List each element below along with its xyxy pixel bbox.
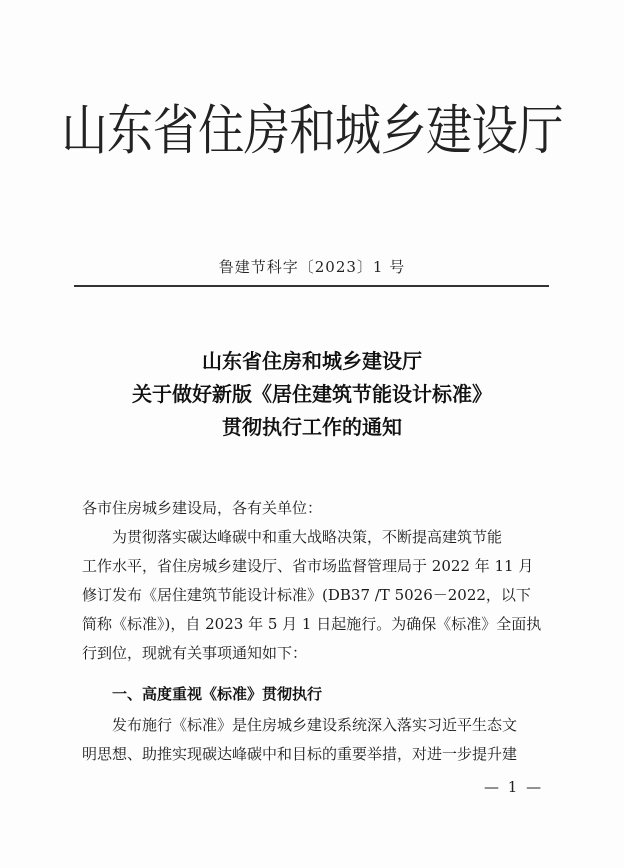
section-heading-1: 一、高度重视《标准》贯彻执行 bbox=[112, 685, 323, 703]
masthead-title: 山东省住房和城乡建设厅 bbox=[61, 99, 563, 162]
header-divider bbox=[74, 285, 549, 287]
salutation: 各市住房城乡建设局，各有关单位： bbox=[82, 499, 323, 517]
title-line-2: 关于做好新版《居住建筑节能设计标准》 bbox=[132, 382, 492, 406]
document-number: 鲁建节科字〔2023〕1 号 bbox=[218, 258, 406, 276]
paragraph-1-line-2: 工作水平，省住房城乡建设厅、省市场监督管理局于 2022 年 11 月 bbox=[82, 557, 534, 575]
paragraph-2 bbox=[82, 711, 552, 769]
paragraph-2-line-2: 明思想、助推实现碳达峰碳中和目标的重要举措，对进一步提升建 bbox=[82, 745, 518, 763]
paragraph-1-line-3: 修订发布《居住建筑节能设计标准》(DB37 /T 5026－2022，以下 bbox=[82, 586, 531, 604]
notice-title bbox=[0, 345, 624, 444]
paragraph-1-line-5: 行到位，现就有关事项通知如下： bbox=[82, 644, 308, 662]
paragraph-1-line-1: 为贯彻落实碳达峰碳中和重大战略决策，不断提高建筑节能 bbox=[112, 528, 503, 546]
title-line-1: 山东省住房和城乡建设厅 bbox=[202, 349, 422, 373]
title-line-3: 贯彻执行工作的通知 bbox=[222, 415, 402, 439]
paragraph-2-line-1: 发布施行《标准》是住房城乡建设系统深入落实习近平生态文 bbox=[112, 716, 518, 734]
page-number: — 1 — bbox=[484, 778, 544, 796]
paragraph-1 bbox=[82, 523, 552, 668]
paragraph-1-line-4: 简称《标准》)，自 2023 年 5 月 1 日起施行。为确保《标准》全面执 bbox=[82, 615, 542, 633]
